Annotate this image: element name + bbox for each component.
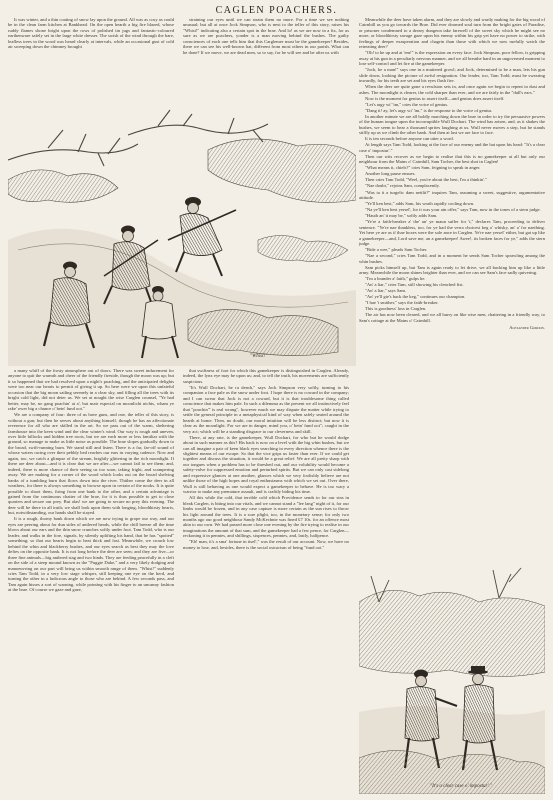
column-1-top — [8, 17, 174, 90]
paragraph: Another long pause ensues. — [365, 171, 416, 177]
paragraph: "What means it, chiels?" cries Sam, feigning to speak in anger. — [365, 165, 481, 171]
illustration-caption: "It's a clear case o' impostur'." — [430, 784, 492, 789]
article-title: CAGLEN POACHERS. — [215, 5, 338, 16]
illustration-drawing — [8, 90, 356, 366]
paragraph: Meanwhile the deer have taken alarm, and they are slowly and warily making for the big wood of Cairnhill as you go towards the Brae. Did ever doomed soul turn from the bright gates of Paradise, or prisoner condemned to a dreary dungeon take farewell of the sweet sky which he might see no more, or bloodthirsty savage gaze upon his enemy within his grip yet have no power to strike, with feelings of deeper exasperation and chagrin than those with which we now ruefully watch the retreating deer? — [359, 17, 545, 50]
paragraph: "Hauth an' it may be," softly adds Sam. — [365, 213, 438, 219]
paragraph: Then cries Tam Todd, "Weel, you're about the best, I'm a thinkin'." — [365, 177, 488, 183]
paragraph: In another minute we are all boldly marching down the brae in order to try the persuasive powers of the human tongue upon the incorruptible Wull Dochart. The wind has arisen, and, as it shakes the bushes, we seem to hear a thousand sprites laughing at us. Wull never moves a step, but he stands stiffly up as we climb the other bank. And then at last we are face to face. — [359, 113, 545, 136]
paragraph: "An' a liar," cries Tam, still showing his clenched fist. — [365, 282, 464, 288]
paragraph: The air has now been cleared, and we all hurry on like wise men, chattering in a friendly way, to Sam's cottage at the Mains o' Cairnhill. — [359, 312, 545, 323]
paragraph: straining our eyes until we can strain them no more. For a time we see nothing unusual; but all at once Jock Simpson, who is next to the teller of this story, raises his "Whist!" indicating also a certain spot in the brae. And lo! as we are now in a fix, for as sure as we are poachers, yonder is a man moving behind the bushes. The guilty consciences of each one tells him that this Carglemer must be the gamekeeper! Besides, there we can see his well-known hat, different from most others in our parish. What can be done? If we move, we are dead men, so to say, for he will see and be after us with — [183, 17, 349, 55]
column-3 — [359, 17, 545, 559]
paragraph: "Ye'll ken best," adds Sam, his wrath rapidly cooling down. — [365, 201, 475, 206]
paragraph: At length says Tam Todd, looking at the face of our enemy and the hat upon his head: "It's a clear case o' impostur'." — [359, 142, 545, 153]
paragraph: "Bide a wee," pleads Sam Tocher. — [365, 247, 428, 252]
paragraph: Now is the moment for genius to assert itself—and genius does assert itself. — [365, 95, 505, 101]
illustration-poachers-crouching — [8, 90, 356, 366]
paragraph: "Oh! to be up and at 'em!" is the expression on every face. Jock Simpson, poor fellow, is gripping away at his gun in a peculiarly nervous manner, and we all breathe hard in an ungoverned moment to lose self-control and let fire at the gamekeeper. — [359, 50, 545, 67]
paragraph: Then our wits recover as we begin to realise that this is no gamekeeper at all but only our neighbour from the Mains o' Cairnhill, Sam Tocher, the best shot in Caglen! — [359, 153, 545, 165]
paragraph: "Let's argy wi' 'im," cries the voice of genius. — [365, 101, 449, 107]
paragraph: "Dang it! ay, let's argy wi' 'im," is the response to the voice of genius. — [365, 107, 493, 113]
column-1-bottom — [8, 368, 174, 792]
column-2-bottom — [183, 368, 349, 792]
paragraph: "Ye're a faith-breaker a' the' an' ye maun suffer for 't," declares Tam, proceeding to deliver sentence. "Ye're nae thankless, too, for ye had the verra choicest keg o' whisky, an' a' for naething. Yet here ye are as if thae boxes were the sole ance in Carglen. Ye're nae yersel' either, but gat up like a gamekeeper—and, Lord save me, an a gamekeeper! Awee!, its broken faces for ye," adds the stern judge. — [359, 219, 545, 246]
illustration-drawing — [359, 562, 545, 794]
paragraph: "Jock, be a man!" says one in a muttered growl; and Jock, determined to be a man, lets his gun slide down, looking the picture of awful resignation. Our leader, too, Tam Todd, must be swearing inwardly, for his teeth are set and his eyes flash fire. — [359, 67, 545, 84]
paragraph: "Was ta it a turgelic dam nettlit?" inquires Tam, assuming a sweet, suggestive, argumentative attitude. — [359, 189, 545, 200]
paragraph: There, at any rate, is the gamekeeper, Wull Dochart, for who but he would dodge about in such manner as this? His back is now on a level with the big whin bushes, but we can all imagine a pair of keen black eyes searching in every direction whence there is the slightest means of our escape. So that the vice grips us faster than ever. If we could get together and discuss the situation, it would be a great relief. We are all pretty sharp with our tongues when a problem has to be threshed out, and our volubility would become a safety-valve for suppressed emotion and perturbed spirits. But we can only cast sidelong and expressive glances at one another, glances which we very foolishly believe are not unlike those of the high hopes and royal enthusiasms with which we set out. Over there, Wull is still behaving as one would expect a gamekeeper to behave. He is too wary a warrior to make any premature assault, and is craftily biding his time. — [183, 434, 349, 495]
paragraph: Sam picks himself up, but Tam is again ready to let drive, we all backing him up like a little army. Meanwhile the moon shines brighter than ever, and we can see Sam's face sadly quivering. — [359, 264, 545, 275]
paragraph: "An' ye'll gie's back the keg," continues our champion. — [365, 294, 466, 300]
paragraph: that swiftness of foot for which this gamekeeper is distinguished in Carglen. Already, indeed, the lynx eye may be upon us; and, to tell the truth, his movements are sufficiently suspicious. — [183, 368, 349, 384]
paragraph: It is a rough, thorny bank down which we are now trying to grope our way, and our eyes are peering about for dun sides of antlered heads, while the chill breeze all the time blows about our ears and the thin snow crunches softly under foot. Tam Todd, who is our leader, and walks in the fore, signals, by silently uplifting his hand, that he has "spotted" something; so that our hearts begin to beat thick and fast. Meanwhile, we crouch low behind the whin and blackberry bushes, and our eyes search as best they may the love defies on the opposite bank. It is not long before the deer are seen; and they are five—or three fine animals—big antlered stag and two hinds. They are feeding peacefully in a cleft on the side of a steep mound known as the "Puggie Duke," and a very likely dodging and manoeuvring on our part will bring us within smooth range of them. "Whist!" suddenly cries Tam Todd, in a very low stage whisper, still keeping one eye on the herd, and turning the other in a ludicrous angle to those who are behind. A few seconds pass, and Tam again hisses a sort of warning, while pointing with his finger to an uncanny fashion at the brae. Of course we gaze and gaze, — [8, 516, 174, 593]
author-signature: Alexander Gordon. — [509, 325, 545, 331]
column-2-top — [183, 17, 349, 90]
illustration-caption: "Whist!" — [250, 354, 268, 359]
paragraph: a many whiff of the frosty atmosphere out of doors. There was sweet inducement for anyone to quit the warmth and cheer of the friendly fireside, though the moon was up; but it so happened that we had resolved upon a night's poaching, and the anticipated delights were too near our hearts to permit of giving it up. So here were we upon this unfateful occasion that the big moon sailing serenely in a clear sky, and filling all the trees with its bright cold light, did not deter us. We set at nought the wise Carglen counsel, "Ye had better, may be, no gang poachin' at a', but mair especial on moonlicht nichts, wham ye rake' ower big a chance o' bein' fund oot." — [8, 368, 174, 412]
paragraph: We are a company of four: three of us have guns, and one, the teller of this story, is without a gun; but then he serves about anything himself, though he has an affectionate reverence for all who are skilled in the art. So we pass out of the warm, sheltering farmhouse into the keen wind and the clear winter's wind. Our way is rough and uneven, over little hillocks and hidden tree roots, but we are each more or less familiar with the ground, so manage to make as little noise as possible. The brae slopes gradually down to the broad, swift-running burn. We stand still and listen. There is a far, far-off sound of whose waters racing over their pebbly bed reaches our ears in varying cadence. Now and again, too, we catch a glimpse of the stream, brightly glittering in the rich moonlight. If there are deer about—and it is clear that we are after—we cannot fail to see them; and, indeed, there is more chance of their seeing us too soon, taking fright, and scampering away. We are making for a corner of the wood which looks out on the broad shelving banks of a tumbling burn that flows down into the river. Thither come the deer in all weathers, for there is always something to browse upon in certain of the nooks. It is quite possible to shoot them, firing from one bank to the other, and a certain advantage is gained from the continuous chatter of the brae, for it is thus possible to get to close quarters and secure our prey. But alas! we are going to secure no prey this evening. The deer will be there in all truth; we shall look upon them with longing, bloodthirsty hearts, but, notwithstanding, our hands shall be stayed. — [8, 412, 174, 516]
paragraph: It was winter, and a thin coating of snow lay upon the ground. All was as cosy as could be in the clean farm kitchen at Bankhead. On the open hearth a big fire blazed, whose ruddy flames shone bright upon the rows of polished tin jugs and fantastic-coloured earthenware safely set in the large white dresser. The swish of the wind through the bare, leafless trees in the wood was heard clearly at intervals, while an occasional gust of cold air sweeping down the chimney brought — [8, 17, 174, 50]
paragraph: "Na ye'll ken best yersel', for it was your ain offer," says Tam, now in the tones of a stern judge. — [365, 207, 541, 213]
paragraph: "I'm a brander a' faith," gulps he. — [365, 276, 426, 282]
paragraph: "I hae 't smither," says the faith-breaker. — [365, 300, 439, 306]
paragraph: "Nae a second," cries Tam Todd, and in a moment he sends Sam Tocher sprawling among the whin bushes. — [359, 253, 545, 264]
paragraph: "It's Wull Dochart, be ra dench," says Jock Simpson very softly, turning to his companion a face pale as the snow under foot. I hope there is no coward in the company; and I can swear that Jock is not a coward, but it is that troublesome thing called conscience that makes him pale. In such a dilemma as the present we all instinctively feel that "poachin'" is real wrang", however much we may dispute the matter while trying to settle the general principle in a metaphysical kind of way when safely seated around the hearth at home. Then, no doubt, our moral intuition will be less distinct; but now it is clear as the moonlight. For we are in danger, mind you, o' bein' fund oot"; caught in the very act; which will be a standing disgrace to our cleverness and skill. — [183, 384, 349, 434]
paragraph: When the deer are quite gone a revulsion sets in, and once again we begin to repent in dust and ashes. The moonlight is clearer, the cold sharper than ever, and we are fairly in the "dull's ears." — [359, 84, 545, 95]
illustration-face-to-face — [359, 562, 545, 794]
paragraph: All this while the cold, that terrible cold which Providence sends to for our sins in bleak Carglen, is biting into our vitals, and we cannot stand a "lee lang" night of it, for our limbs would be frozen, and in any case capture is more certain as the sun rises to throw his light around the trees. It is a sore plight, too, in the monetary sense; for only two months ago our good neighbour Sandy McKechnie was fined £7 10s. for an offence most akin to our own. We had passed more close one evening by the fire trying to realise in our imaginations the amount of that sum, and the gamekeeper had a few pence, for Carglen—reckoning it in pennies, and shillings, sixpences, pennies, and, lastly, halfpence. — [183, 495, 349, 539]
paragraph: It is ten seconds before anyone can utter a word. — [365, 136, 454, 142]
paragraph: "An' a liar," says Sam. — [365, 288, 407, 294]
paragraph: "Eh! man, it's a sma' fortune in itsel'," was the result of our account. Now, we have no money to lose, and, besides, there is the social ostracism of being "fund oot." — [183, 539, 349, 550]
paragraph: "Nae doubt," rejoins Sam, complacently. — [365, 183, 440, 189]
figure-poacher — [168, 197, 236, 276]
paragraph: This is goodness' loss in Carglen. — [365, 306, 427, 312]
